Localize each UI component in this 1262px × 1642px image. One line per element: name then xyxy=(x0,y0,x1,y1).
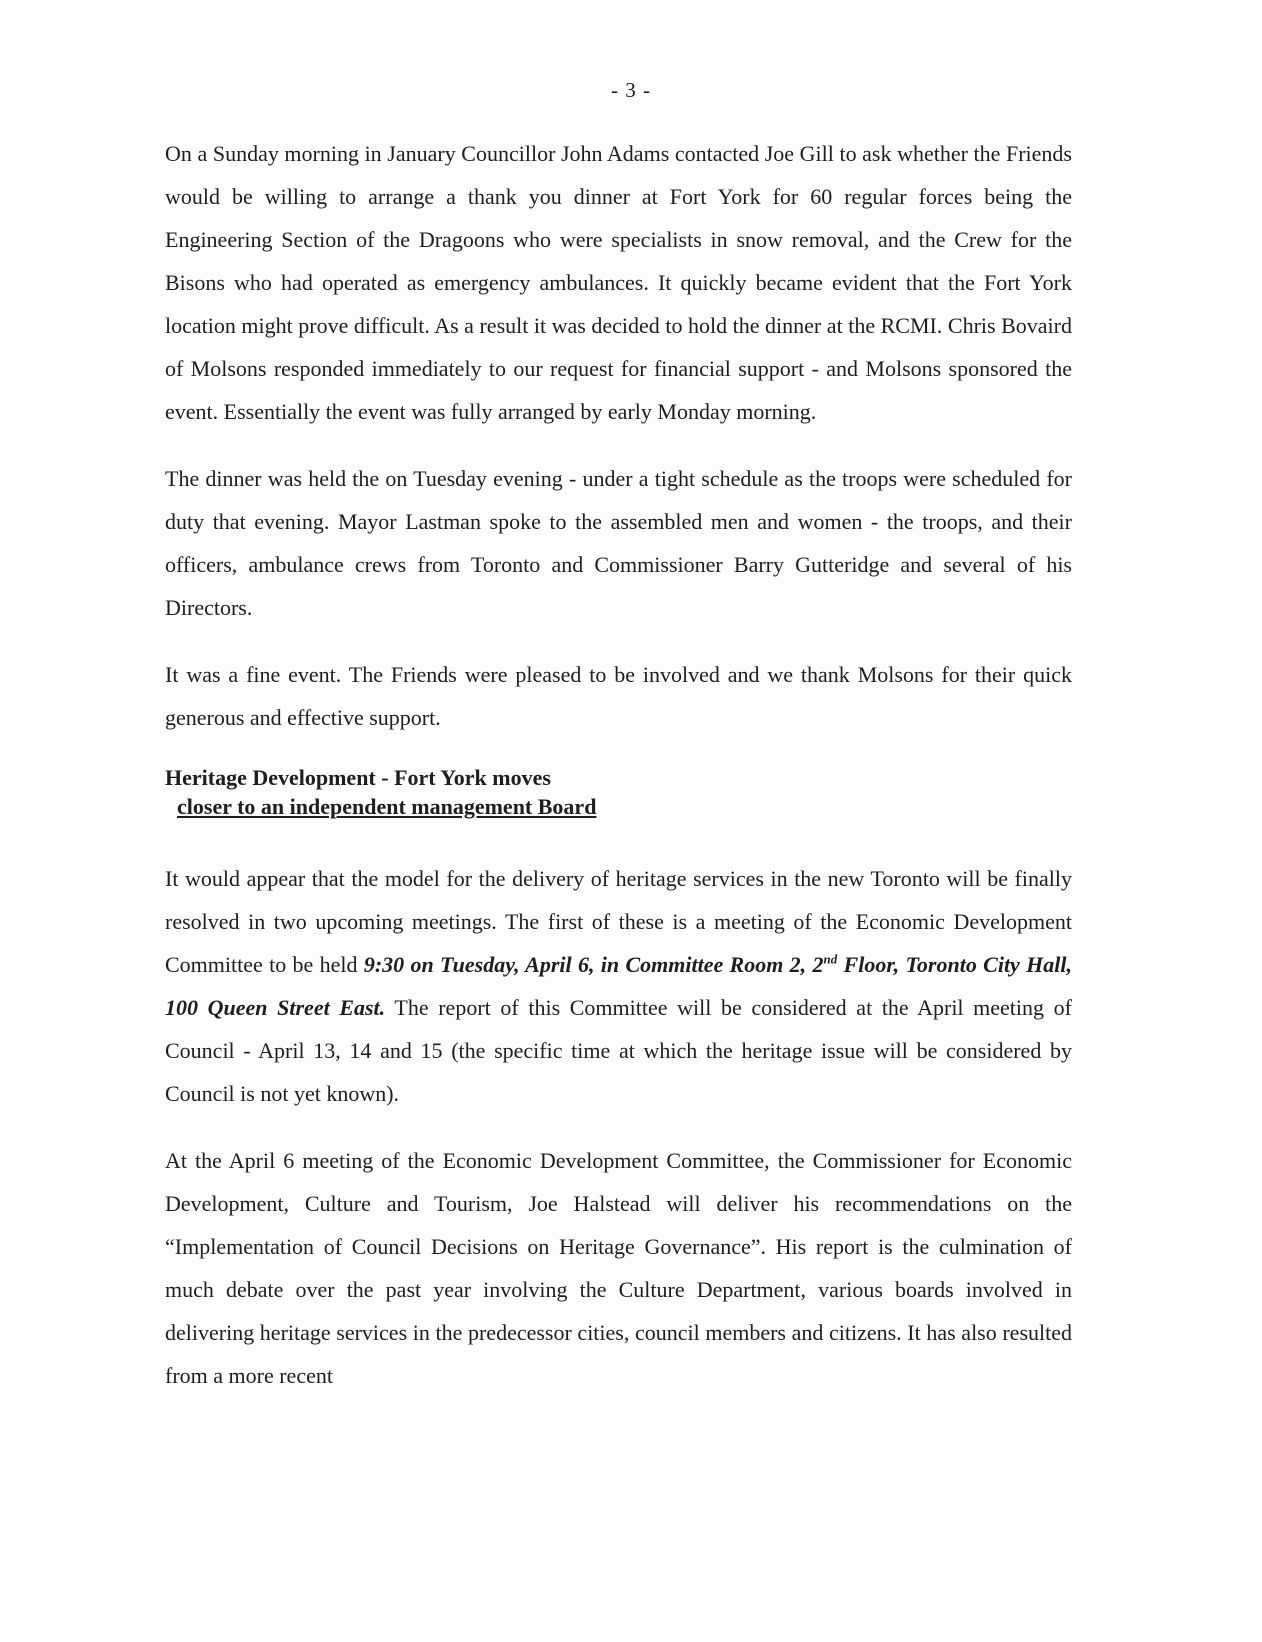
paragraph-heritage-model xyxy=(165,857,1072,1115)
meeting-details-part2: Floor, Toronto City Hall, 100 Queen Street East. xyxy=(165,952,1072,1020)
section-heading-line1: Heritage Development - Fort York moves xyxy=(165,765,551,790)
paragraph-dinner-event: The dinner was held the on Tuesday evening - under a tight schedule as the troops were scheduled for duty that evening. Mayor Lastman spoke to the assembled men and women - the troops, and their officers, ambulance crews from Toronto and Commissioner Barry Gutteridge and several of his Directors. xyxy=(165,466,1072,620)
page-number: - 3 - xyxy=(611,78,651,102)
paragraph-commissioner-report: At the April 6 meeting of the Economic Development Committee, the Commissioner for Economic Development, Culture and Tourism, Joe Halstead will deliver his recommendations on the “Implementation of Council Decisions on Heritage Governance”. His report is the culmination of much debate over the past year involving the Culture Department, various boards involved in delivering heritage services in the predecessor cities, council members and citizens. It has also resulted from a more recent xyxy=(165,1148,1072,1388)
paragraph-dinner-request: On a Sunday morning in January Councillor John Adams contacted Joe Gill to ask whether the Friends would be willing to arrange a thank you dinner at Fort York for 60 regular forces being the Engineering Section of the Dragoons who were specialists in snow removal, and the Crew for the Bisons who had operated as emergency ambulances. It quickly became evident that the Fort York location might prove difficult. As a result it was decided to hold the dinner at the RCMI. Chris Bovaird of Molsons responded immediately to our request for financial support - and Molsons sponsored the event. Essentially the event was fully arranged by early Monday morning. xyxy=(165,141,1072,424)
section-heading xyxy=(165,763,1072,821)
meeting-details-part1: 9:30 on Tuesday, April 6, in Committee Room 2, 2 xyxy=(363,952,824,977)
section-heading-line2: closer to an independent management Board xyxy=(177,794,597,819)
paragraph-heritage-model-text-b: The report of this Committee will be considered at the April meeting of Council - April 13, 14 and 15 (the specific time at which the heritage issue will be considered by Council is not yet known). xyxy=(165,995,1072,1106)
paragraph-heritage-model-text-a: It would appear that the model for the delivery of heritage services in the new Toronto will be finally resolved in two upcoming meetings. The first of these is a meeting of the Economic Development Committee to be held xyxy=(165,866,1072,977)
paragraph-fine-event: It was a fine event. The Friends were pleased to be involved and we thank Molsons for their quick generous and effective support. xyxy=(165,662,1072,730)
document-body xyxy=(165,132,1072,1421)
ordinal-suffix: nd xyxy=(823,951,838,967)
